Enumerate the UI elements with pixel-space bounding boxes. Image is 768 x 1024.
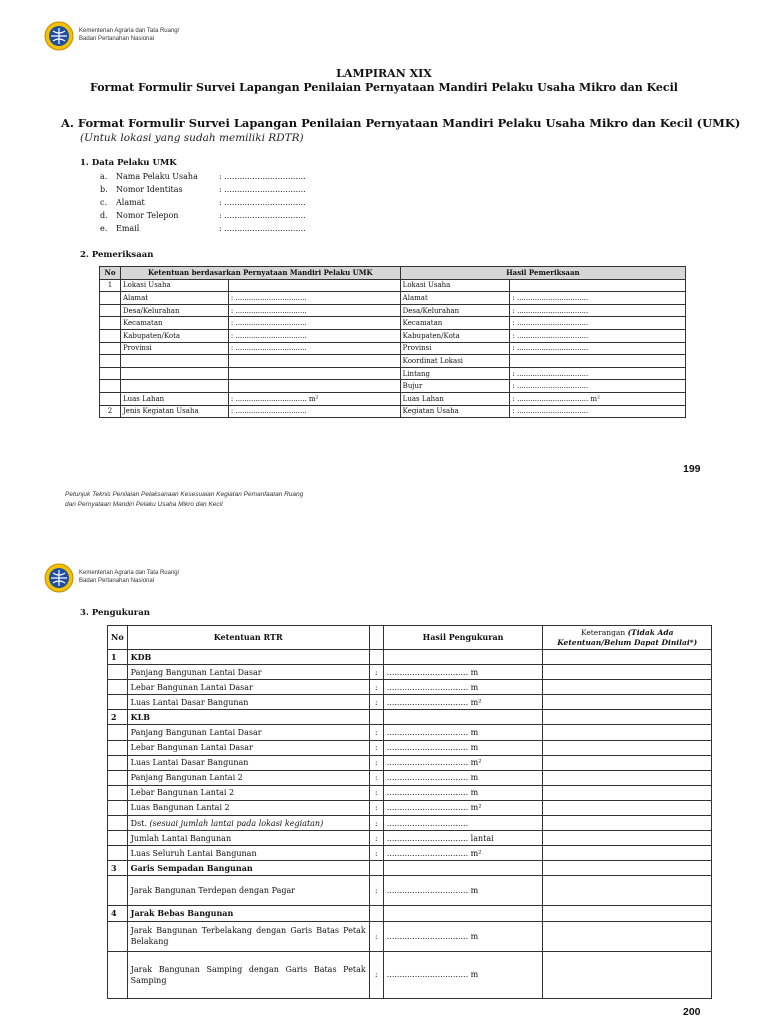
ketentuan-value-field[interactable]: : ................................ [228, 304, 400, 317]
col-colon [369, 626, 383, 650]
ketentuan-label-text: Dst. [130, 818, 147, 828]
ketentuan-value-field[interactable]: : ................................ m² [228, 392, 400, 405]
row-no [108, 846, 128, 861]
row-no [108, 740, 128, 755]
hasil-value-field[interactable]: ................................ [383, 816, 543, 831]
table-row [108, 755, 712, 770]
ketentuan-label: Panjang Bangunan Lantai Dasar [127, 725, 369, 740]
data-pelaku-item [100, 211, 306, 224]
colon [369, 650, 383, 665]
row-no [108, 695, 128, 710]
colon: : [369, 816, 383, 831]
item-letter: d. [100, 211, 108, 220]
ketentuan-label: Jarak Bangunan Samping dengan Garis Batas Petak Samping [127, 951, 369, 998]
row-no [108, 725, 128, 740]
keterangan-field[interactable] [543, 680, 712, 695]
page-footer [65, 490, 303, 510]
table-row [108, 680, 712, 695]
item-value-field[interactable]: : ................................ [219, 172, 306, 181]
colon [369, 861, 383, 876]
keterangan-field[interactable] [543, 665, 712, 680]
hasil-value-field[interactable]: ................................ m [383, 740, 543, 755]
hasil-label: Kegiatan Usaha [400, 405, 510, 418]
agency-line1: Kementerian Agraria dan Tata Ruang/ [79, 28, 180, 34]
table-row [108, 951, 712, 998]
section-a-heading: A. Format Formulir Survei Lapangan Penilaian Pernyataan Mandiri Pelaku Usaha Mikro dan Kecil (UMK) [61, 116, 741, 130]
row-no: 3 [108, 861, 128, 876]
pengukuran-table [107, 625, 712, 999]
hasil-value-field[interactable]: : ................................ [510, 329, 686, 342]
ketentuan-label: Garis Sempadan Bangunan [127, 861, 369, 876]
colon: : [369, 846, 383, 861]
col-keterangan [543, 626, 712, 650]
table-row [108, 816, 712, 831]
ketentuan-label: Jarak Bangunan Terbelakang dengan Garis Batas Petak Belakang [127, 921, 369, 951]
row-no [108, 921, 128, 951]
colon: : [369, 680, 383, 695]
section-row [108, 906, 712, 921]
keterangan-field[interactable] [543, 906, 712, 921]
hasil-value-field[interactable] [383, 650, 543, 665]
row-no [108, 951, 128, 998]
colon: : [369, 755, 383, 770]
ketentuan-value-field[interactable] [228, 279, 400, 292]
keterangan-field[interactable] [543, 876, 712, 906]
ketentuan-label: Kecamatan [120, 317, 228, 330]
keterangan-field[interactable] [543, 831, 712, 846]
item-label: Alamat [116, 198, 145, 207]
row-no [100, 392, 121, 405]
keterangan-field[interactable] [543, 725, 712, 740]
hasil-label: Alamat [400, 292, 510, 305]
keterangan-field[interactable] [543, 785, 712, 800]
ketentuan-label: Desa/Kelurahan [120, 304, 228, 317]
ketentuan-label: Panjang Bangunan Lantai 2 [127, 770, 369, 785]
row-no [100, 304, 121, 317]
col-no: No [100, 267, 121, 280]
footer-line1: Petunjuk Teknis Penilaian Pelaksanaan Kesesuaian Kegiatan Pemanfaatan Ruang [65, 491, 304, 498]
hasil-value-field[interactable] [383, 906, 543, 921]
row-no [100, 342, 121, 355]
item-value-field[interactable]: : ................................ [219, 198, 306, 207]
hasil-value-field[interactable]: : ................................ [510, 405, 686, 418]
table-row [100, 304, 686, 317]
footer-line2: dan Pernyataan Mandiri Pelaku Usaha Mikro dan Kecil [65, 501, 223, 508]
keterangan-field[interactable] [543, 800, 712, 815]
row-no: 1 [100, 279, 121, 292]
ketentuan-label: KDB [127, 650, 369, 665]
table-row [100, 380, 686, 393]
table-header-row [100, 267, 686, 280]
row-no [100, 380, 121, 393]
colon: : [369, 665, 383, 680]
page-title: LAMPIRAN XIX [336, 67, 432, 80]
hasil-label: Desa/Kelurahan [400, 304, 510, 317]
item-label: Email [116, 224, 140, 233]
keterangan-label: Keterangan [580, 627, 626, 637]
table-row [100, 292, 686, 305]
table-row [100, 405, 686, 418]
hasil-value-field[interactable]: ................................ m [383, 770, 543, 785]
hasil-value-field[interactable]: ................................ m² [383, 695, 543, 710]
item-value-field[interactable]: : ................................ [219, 224, 306, 233]
ketentuan-label: Luas Bangunan Lantai 2 [127, 800, 369, 815]
hasil-value-field[interactable]: : ................................ [510, 380, 686, 393]
colon: : [369, 725, 383, 740]
row-no [108, 665, 128, 680]
ketentuan-label: Luas Lantai Dasar Bangunan [127, 695, 369, 710]
colon: : [369, 740, 383, 755]
row-no [108, 831, 128, 846]
row-no [108, 800, 128, 815]
hasil-label: Kabupaten/Kota [400, 329, 510, 342]
table-row [108, 770, 712, 785]
keterangan-field[interactable] [543, 740, 712, 755]
table-row [100, 367, 686, 380]
row-no [100, 329, 121, 342]
pemeriksaan-heading: 2. Pemeriksaan [80, 250, 154, 260]
ketentuan-value-field[interactable] [228, 367, 400, 380]
ketentuan-label: Lebar Bangunan Lantai Dasar [127, 740, 369, 755]
table-row [100, 317, 686, 330]
ketentuan-label: Luas Lahan [120, 392, 228, 405]
ketentuan-label: Lebar Bangunan Lantai 2 [127, 785, 369, 800]
keterangan-field[interactable] [543, 816, 712, 831]
agency-line2: Badan Pertanahan Nasional [79, 577, 155, 584]
keterangan-field[interactable] [543, 755, 712, 770]
colon: : [369, 770, 383, 785]
row-no: 1 [108, 650, 128, 665]
ketentuan-value-field[interactable] [228, 355, 400, 368]
hasil-value-field[interactable]: ................................ m [383, 785, 543, 800]
ketentuan-label: Jarak Bangunan Terdepan dengan Pagar [127, 876, 369, 906]
item-value-field[interactable]: : ................................ [219, 185, 306, 194]
data-pelaku-item [100, 198, 306, 211]
table-row [108, 846, 712, 861]
table-row [108, 876, 712, 906]
row-no [108, 785, 128, 800]
ketentuan-label [127, 816, 369, 831]
ketentuan-label: Lokasi Usaha [120, 279, 228, 292]
agency-logo-page2 [44, 563, 74, 597]
keterangan-field[interactable] [543, 951, 712, 998]
keterangan-field[interactable] [543, 650, 712, 665]
hasil-value-field[interactable]: : ................................ m² [510, 392, 686, 405]
row-no [100, 367, 121, 380]
hasil-value-field[interactable]: ................................ m [383, 725, 543, 740]
row-no [100, 317, 121, 330]
data-pelaku-item [100, 185, 306, 198]
ketentuan-label: Kabupaten/Kota [120, 329, 228, 342]
table-row [108, 740, 712, 755]
ketentuan-label [120, 355, 228, 368]
table-row [108, 725, 712, 740]
ketentuan-value-field[interactable]: : ................................ [228, 405, 400, 418]
row-no [108, 816, 128, 831]
row-no [100, 292, 121, 305]
item-letter: b. [100, 185, 108, 194]
hasil-value-field[interactable]: : ................................ [510, 367, 686, 380]
keterangan-field[interactable] [543, 921, 712, 951]
hasil-label: Koordinat Lokasi [400, 355, 510, 368]
agency-name-page2 [79, 570, 179, 585]
agency-logo-icon [44, 563, 74, 593]
ketentuan-label [120, 380, 228, 393]
table-row [100, 355, 686, 368]
item-letter: e. [100, 224, 108, 233]
hasil-label: Lintang [400, 367, 510, 380]
data-pelaku-item [100, 224, 306, 237]
hasil-value-field[interactable]: ................................ m² [383, 846, 543, 861]
ketentuan-value-field[interactable]: : ................................ [228, 317, 400, 330]
ketentuan-label: Alamat [120, 292, 228, 305]
col-hasil: Hasil Pemeriksaan [400, 267, 685, 280]
agency-line2: Badan Pertanahan Nasional [79, 35, 155, 42]
col-no: No [108, 626, 128, 650]
ketentuan-label [120, 367, 228, 380]
colon: : [369, 921, 383, 951]
keterangan-field[interactable] [543, 861, 712, 876]
item-letter: c. [100, 198, 108, 207]
colon: : [369, 831, 383, 846]
ketentuan-value-field[interactable] [228, 380, 400, 393]
item-label: Nama Pelaku Usaha [116, 172, 198, 181]
row-no [108, 755, 128, 770]
hasil-label: Provinsi [400, 342, 510, 355]
ketentuan-value-field[interactable]: : ................................ [228, 292, 400, 305]
ketentuan-label: Luas Seluruh Lantai Bangunan [127, 846, 369, 861]
item-letter: a. [100, 172, 108, 181]
data-pelaku-item [100, 172, 306, 185]
table-row [108, 921, 712, 951]
ketentuan-label: Jenis Kegiatan Usaha [120, 405, 228, 418]
hasil-label: Lokasi Usaha [400, 279, 510, 292]
keterangan-field[interactable] [543, 710, 712, 725]
ketentuan-value-field[interactable]: : ................................ [228, 342, 400, 355]
table-row [108, 695, 712, 710]
table-row [108, 831, 712, 846]
hasil-value-field[interactable]: : ................................ [510, 304, 686, 317]
colon: : [369, 951, 383, 998]
hasil-label: Bujur [400, 380, 510, 393]
hasil-value-field[interactable]: : ................................ [510, 342, 686, 355]
agency-line1: Kementerian Agraria dan Tata Ruang/ [79, 570, 180, 576]
section-row [108, 861, 712, 876]
hasil-value-field[interactable]: ................................ m [383, 680, 543, 695]
table-row [108, 785, 712, 800]
keterangan-field[interactable] [543, 846, 712, 861]
hasil-value-field[interactable]: : ................................ [510, 317, 686, 330]
colon: : [369, 785, 383, 800]
hasil-value-field[interactable]: : ................................ [510, 292, 686, 305]
ketentuan-value-field[interactable]: : ................................ [228, 329, 400, 342]
row-no: 2 [108, 710, 128, 725]
hasil-value-field[interactable] [383, 861, 543, 876]
section-row [108, 710, 712, 725]
page-number: 199 [683, 463, 701, 475]
hasil-value-field[interactable]: ................................ m² [383, 800, 543, 815]
ketentuan-label: Jumlah Lantai Bangunan [127, 831, 369, 846]
col-ketentuan-rtr: Ketentuan RTR [127, 626, 369, 650]
keterangan-note: (Tidak Ada Ketentuan/Belum Dapat Dinilai*) [557, 627, 698, 647]
ketentuan-label-note: (sesuai jumlah lantai pada lokasi kegiatan) [149, 818, 324, 828]
ketentuan-label: Jarak Bebas Bangunan [127, 906, 369, 921]
hasil-value-field[interactable]: ................................ m [383, 921, 543, 951]
table-row [100, 342, 686, 355]
colon [369, 710, 383, 725]
hasil-value-field[interactable] [510, 279, 686, 292]
hasil-value-field[interactable] [383, 710, 543, 725]
item-label: Nomor Identitas [116, 185, 183, 194]
page-number-2: 200 [683, 1006, 701, 1018]
table-row [108, 800, 712, 815]
hasil-label: Luas Lahan [400, 392, 510, 405]
section-row [108, 650, 712, 665]
ketentuan-label: KLB [127, 710, 369, 725]
agency-name [79, 28, 179, 43]
agency-logo [44, 21, 74, 55]
colon [369, 906, 383, 921]
colon: : [369, 800, 383, 815]
col-hasil-pengukuran: Hasil Pengukuran [383, 626, 543, 650]
hasil-value-field[interactable]: ................................ m [383, 876, 543, 906]
colon: : [369, 876, 383, 906]
col-ketentuan: Ketentuan berdasarkan Pernyataan Mandiri Pelaku UMK [120, 267, 400, 280]
hasil-value-field[interactable]: ................................ m [383, 951, 543, 998]
section-a-note: (Untuk lokasi yang sudah memiliki RDTR) [80, 132, 304, 144]
table-header-row [108, 626, 712, 650]
ketentuan-label: Lebar Bangunan Lantai Dasar [127, 680, 369, 695]
row-no [108, 770, 128, 785]
hasil-value-field[interactable]: ................................ m [383, 665, 543, 680]
row-no: 2 [100, 405, 121, 418]
hasil-value-field[interactable]: ................................ lantai [383, 831, 543, 846]
table-row [100, 329, 686, 342]
keterangan-field[interactable] [543, 695, 712, 710]
table-row [100, 392, 686, 405]
colon: : [369, 695, 383, 710]
pengukuran-heading: 3. Pengukuran [80, 608, 150, 618]
keterangan-field[interactable] [543, 770, 712, 785]
row-no [108, 680, 128, 695]
item-value-field[interactable]: : ................................ [219, 211, 306, 220]
page-subtitle: Format Formulir Survei Lapangan Penilaian Pernyataan Mandiri Pelaku Usaha Mikro dan Kecil [89, 81, 678, 94]
ketentuan-label: Panjang Bangunan Lantai Dasar [127, 665, 369, 680]
hasil-value-field[interactable]: ................................ m² [383, 755, 543, 770]
pemeriksaan-table [99, 266, 686, 418]
data-pelaku-heading: 1. Data Pelaku UMK [80, 158, 177, 168]
agency-logo-icon [44, 21, 74, 51]
hasil-label: Kecamatan [400, 317, 510, 330]
row-no [108, 876, 128, 906]
table-row [108, 665, 712, 680]
row-no: 4 [108, 906, 128, 921]
hasil-value-field[interactable] [510, 355, 686, 368]
table-row [100, 279, 686, 292]
ketentuan-label: Provinsi [120, 342, 228, 355]
row-no [100, 355, 121, 368]
ketentuan-label: Luas Lantai Dasar Bangunan [127, 755, 369, 770]
item-label: Nomor Telepon [116, 211, 179, 220]
